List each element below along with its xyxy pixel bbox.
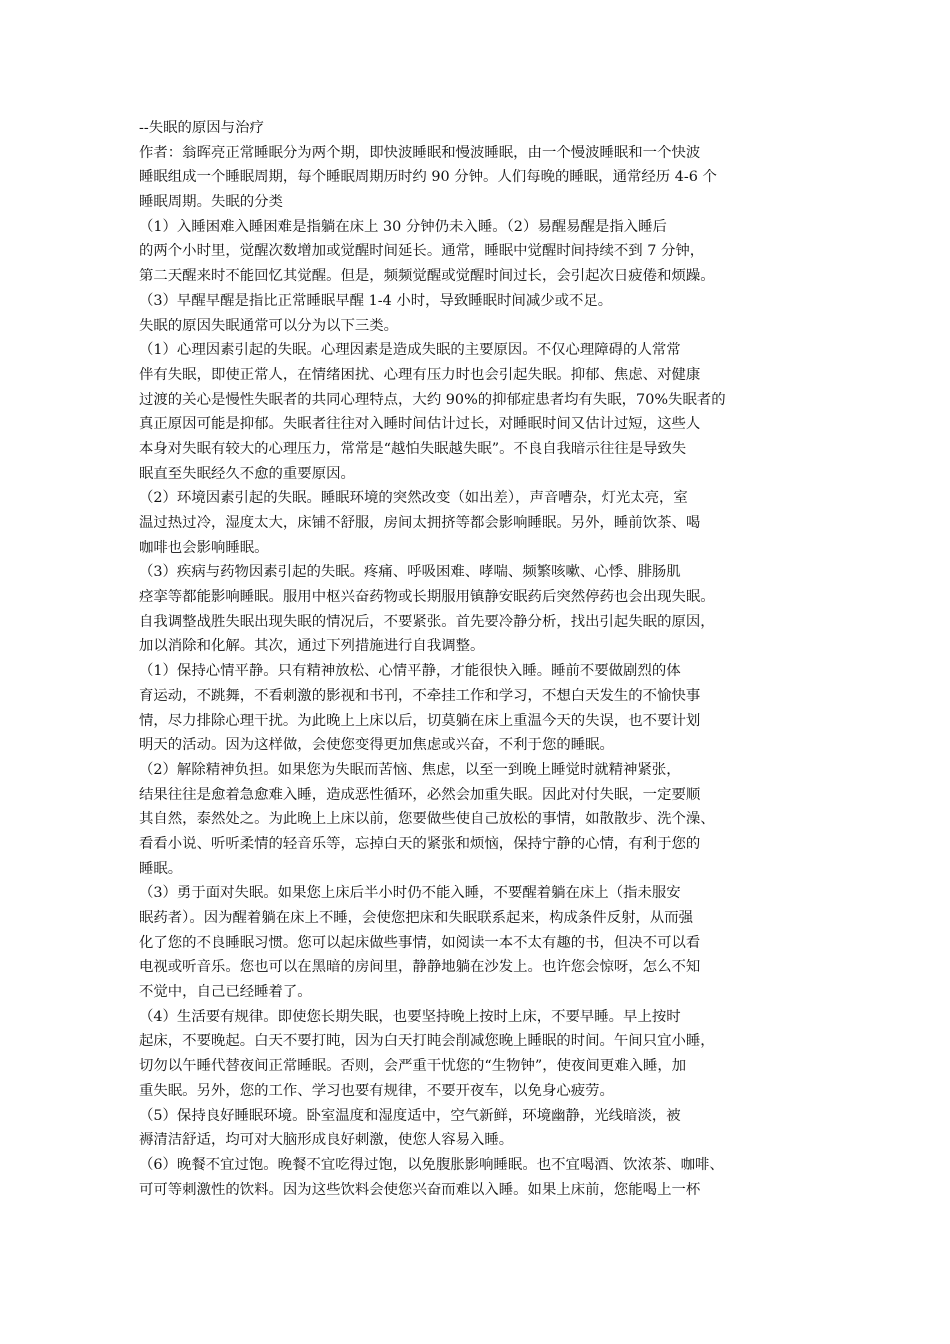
text-line: 可可等刺激性的饮料。因为这些饮料会使您兴奋而难以入睡。如果上床前，您能喝上一杯 [139, 1181, 701, 1198]
text-line: （1）心理因素引起的失眠。心理因素是造成失眠的主要原因。不仅心理障碍的人常常 [139, 342, 681, 359]
text-line: 育运动，不跳舞，不看刺激的影视和书刊，不牵挂工作和学习，不想白天发生的不愉快事 [139, 687, 701, 704]
text-line: （3）早醒早醒是指比正常睡眠早醒 1-4 小时，导致睡眠时间减少或不足。 [139, 292, 613, 309]
text-line: 电视或听音乐。您也可以在黑暗的房间里，静静地躺在沙发上。也许您会惊呀，怎么不知 [139, 959, 701, 976]
text-line: （1）保持心情平静。只有精神放松、心情平静，才能很快入睡。睡前不要做剧烈的体 [139, 663, 681, 680]
text-line: 伴有失眠，即使正常人，在情绪困扰、心理有压力时也会引起失眠。抑郁、焦虑、对健康 [139, 366, 701, 383]
text-line: （1）入睡困难入睡困难是指躺在床上 30 分钟仍未入睡。（2）易醒易醒是指入睡后 [139, 218, 667, 235]
text-line: 痉挛等都能影响睡眠。服用中枢兴奋药物或长期服用镇静安眠药后突然停药也会出现失眠。 [139, 589, 715, 606]
text-line: 第二天醒来时不能回忆其觉醒。但是，频频觉醒或觉醒时间过长，会引起次日疲倦和烦躁。 [139, 268, 715, 285]
text-line: （4）生活要有规律。即使您长期失眠，也要坚持晚上按时上床，不要早睡。早上按时 [139, 1008, 681, 1025]
text-line: 眠直至失眠经久不愈的重要原因。 [139, 465, 355, 482]
text-line: 褥清洁舒适，均可对大脑形成良好刺激，使您人容易入睡。 [139, 1132, 514, 1149]
text-line: （6）晚餐不宜过饱。晚餐不宜吃得过饱，以免腹胀影响睡眠。也不宜喝酒、饮浓茶、咖啡、 [139, 1156, 724, 1173]
text-line: （3）勇于面对失眠。如果您上床后半小时仍不能入睡，不要醒着躺在床上（指未服安 [139, 885, 681, 902]
text-line: 真正原因可能是抑郁。失眠者往往对入睡时间估计过长，对睡眠时间又估计过短，这些人 [139, 416, 701, 433]
text-line: 作者：翁晖亮正常睡眠分为两个期，即快波睡眠和慢波睡眠，由一个慢波睡眠和一个快波 [139, 144, 701, 161]
text-line: 失眠的原因失眠通常可以分为以下三类。 [139, 317, 399, 334]
text-line: 化了您的不良睡眠习惯。您可以起床做些事情，如阅读一本不太有趣的书，但决不可以看 [139, 934, 701, 951]
text-line: 起床，不要晚起。白天不要打盹，因为白天打盹会削减您晚上睡眠的时间。午间只宜小睡， [139, 1033, 715, 1050]
document-body [139, 116, 829, 1202]
text-line: 重失眠。另外，您的工作、学习也要有规律，不要开夜车，以免身心疲劳。 [139, 1082, 614, 1099]
text-line: （3）疾病与药物因素引起的失眠。疼痛、呼吸困难、哮喘、频繁咳嗽、心悸、腓肠肌 [139, 564, 681, 581]
text-line: 本身对失眠有较大的心理压力，常常是“越怕失眠越失眠”。不良自我暗示往往是导致失 [139, 440, 687, 457]
text-line: 加以消除和化解。其次，通过下列措施进行自我调整。 [139, 638, 485, 655]
text-line: 的两个小时里，觉醒次数增加或觉醒时间延长。通常，睡眠中觉醒时间持续不到 7 分钟， [139, 243, 705, 260]
text-line: 情，尽力排除心理干扰。为此晚上上床以后，切莫躺在床上重温今天的失误，也不要计划 [139, 712, 701, 729]
text-line: 咖啡也会影响睡眠。 [139, 539, 269, 556]
text-line: 睡眠。 [139, 860, 183, 877]
document-title: --失眠的原因与治疗 [139, 120, 264, 136]
text-line: 看看小说、听听柔情的轻音乐等，忘掉白天的紧张和烦恼，保持宁静的心情，有利于您的 [139, 835, 701, 852]
text-line: 其自然，泰然处之。为此晚上上床以前，您要做些使自己放松的事情，如散散步、洗个澡、 [139, 811, 715, 828]
text-line: 眠药者）。因为醒着躺在床上不睡，会使您把床和失眠联系起来，构成条件反射，从而强 [139, 910, 694, 926]
text-line: 过渡的关心是慢性失眠者的共同心理特点，大约 90%的抑郁症患者均有失眠，70%失眠者的 [139, 391, 726, 408]
text-line: 不觉中，自己已经睡着了。 [139, 984, 312, 1001]
text-line: 自我调整战胜失眠出现失眠的情况后，不要紧张。首先要冷静分析，找出引起失眠的原因， [139, 613, 715, 630]
text-line: 明天的活动。因为这样做，会使您变得更加焦虑或兴奋，不利于您的睡眠。 [139, 737, 614, 754]
text-line: 结果往往是愈着急愈难入睡，造成恶性循环，必然会加重失眠。因此对付失眠，一定要顺 [139, 786, 701, 803]
text-line: （2）环境因素引起的失眠。睡眠环境的突然改变（如出差），声音嘈杂，灯光太亮，室 [139, 490, 688, 507]
text-line: （2）解除精神负担。如果您为失眠而苦恼、焦虑，以至一到晚上睡觉时就精神紧张， [139, 761, 681, 778]
text-line: 切勿以午睡代替夜间正常睡眠。否则，会严重干忧您的“生物钟”，使夜间更难入睡，加 [139, 1058, 687, 1075]
text-line: 睡眠周期。失眠的分类 [139, 194, 283, 211]
text-line: 温过热过冷，湿度太大，床铺不舒服，房间太拥挤等都会影响睡眠。另外，睡前饮茶、喝 [139, 515, 701, 531]
text-line: （5）保持良好睡眠环境。卧室温度和湿度适中，空气新鲜，环境幽静，光线暗淡，被 [139, 1107, 681, 1124]
text-line: 睡眠组成一个睡眠周期，每个睡眠周期历时约 90 分钟。人们每晚的睡眠，通常经历 4-6 个 [139, 169, 717, 186]
